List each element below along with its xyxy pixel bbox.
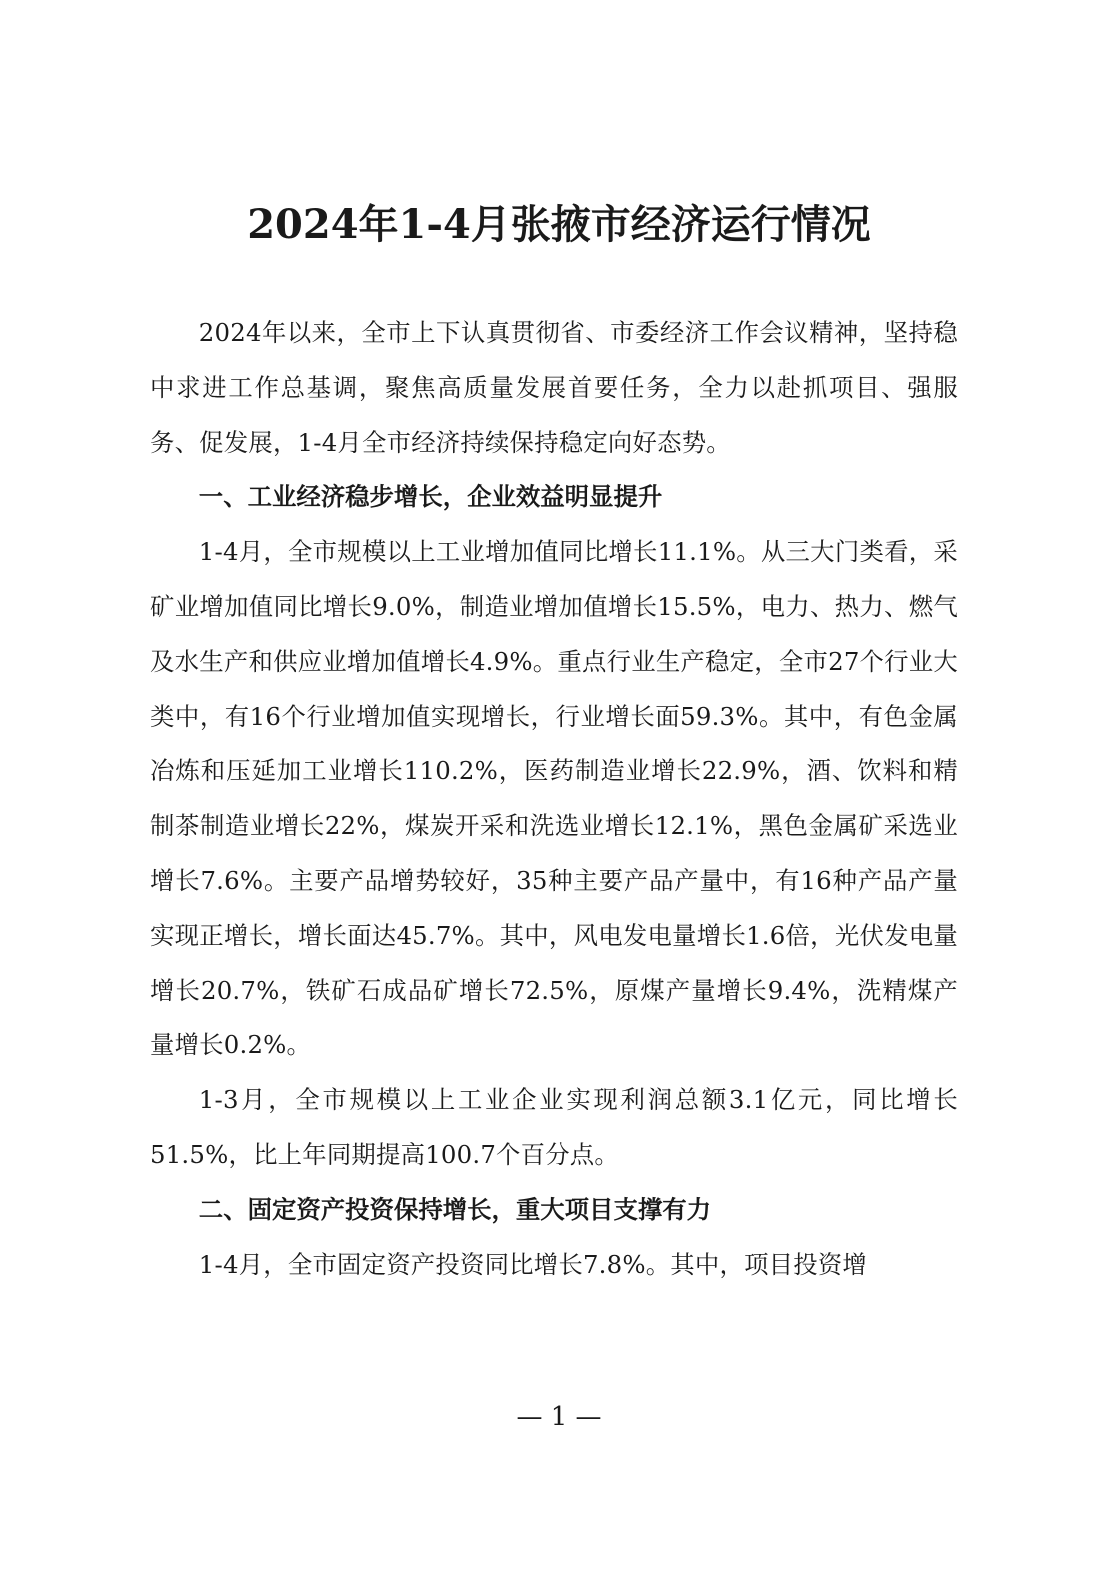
intro-paragraph: 2024年以来，全市上下认真贯彻省、市委经济工作会议精神，坚持稳中求进工作总基调，聚焦高质量发展首要任务，全力以赴抓项目、强服务、促发展，1-4月全市经济持续保持稳定向好态势。 — [150, 318, 958, 457]
profit-paragraph: 1-3月，全市规模以上工业企业实现利润总额3.1亿元，同比增长51.5%，比上年同期提高100.7个百分点。 — [150, 1085, 958, 1169]
document-body — [150, 306, 958, 1292]
section-heading-investment: 二、固定资产投资保持增长，重大项目支撑有力 — [198, 1194, 712, 1224]
section-heading-industry: 一、工业经济稳步增长，企业效益明显提升 — [198, 482, 663, 512]
page-number: — 1 — — [516, 1402, 602, 1432]
investment-paragraph: 1-4月，全市固定资产投资同比增长7.8%。其中，项目投资增 — [198, 1249, 868, 1279]
industry-paragraph: 1-4月，全市规模以上工业增加值同比增长11.1%。从三大门类看，采矿业增加值同比增长9.0%，制造业增加值增长15.5%，电力、热力、燃气及水生产和供应业增加值增长4.9%。重点行业生产稳定，全市27个行业大类中，有16个行业增加值实现增长，行业增长面59.3%。其中，有色金属冶炼和压延加工业增长110.2%，医药制造业增长22.9%，酒、饮料和精制茶制造业增长22%，煤炭开采和洗选业增长12.1%，黑色金属矿采选业增长7.6%。主要产品增势较好，35种主要产品产量中，有16种产品产量实现正增长，增长面达45.7%。其中，风电发电量增长1.6倍，光伏发电量增长20.7%，铁矿石成品矿增长72.5%，原煤产量增长9.4%，洗精煤产量增长0.2%。 — [150, 537, 959, 1060]
document-title: 2024年1-4月张掖市经济运行情况 — [247, 201, 871, 248]
